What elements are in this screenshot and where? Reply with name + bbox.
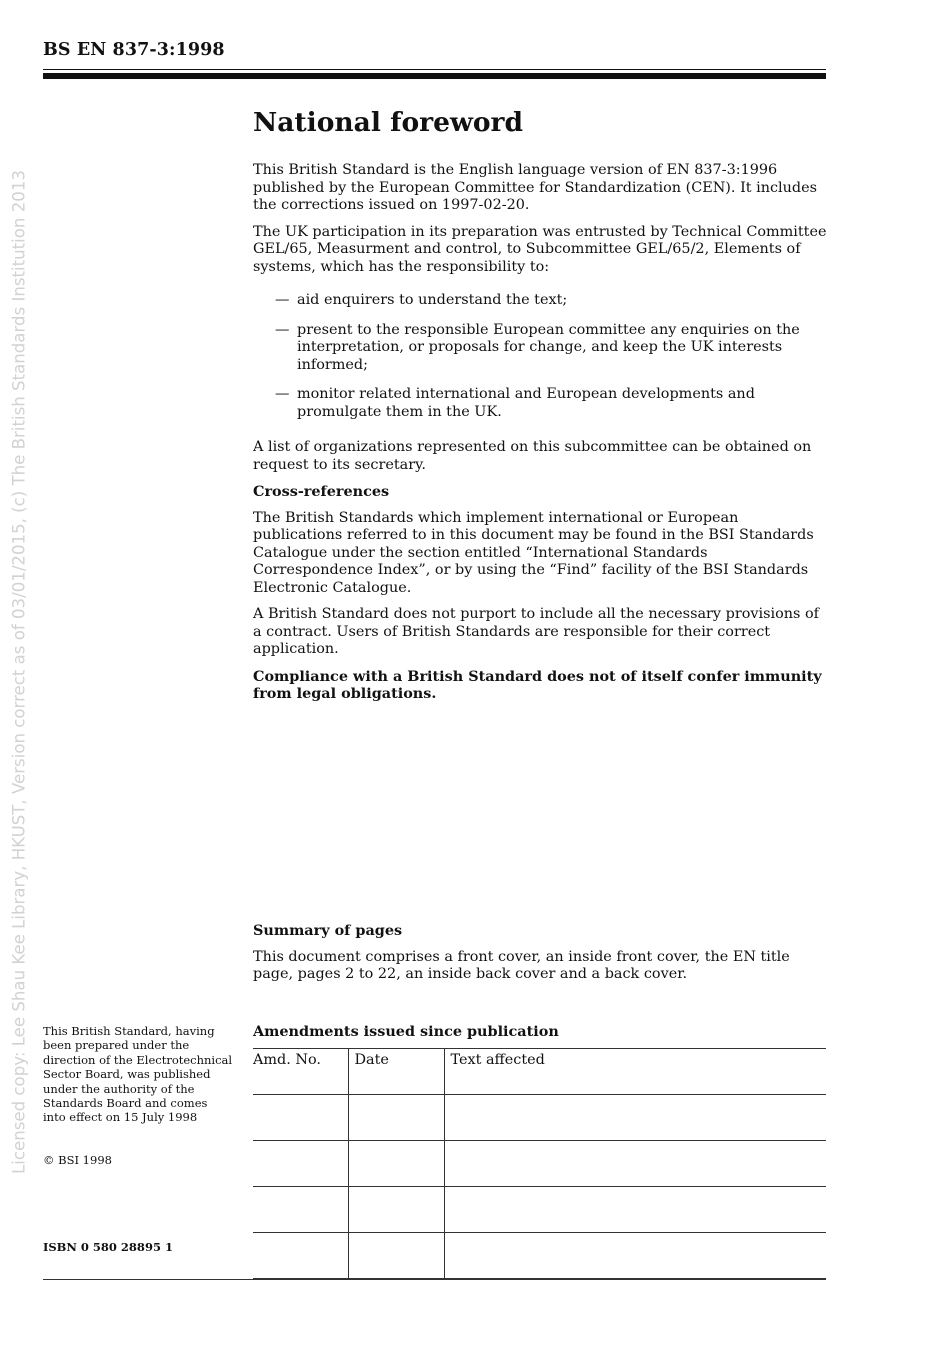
table-header-row <box>253 1049 826 1095</box>
amendments-table <box>253 1048 826 1279</box>
foreword-paragraph-5: A British Standard does not purport to include all the necessary provisions of a contract. Users of British Standards are responsible for their correct application. <box>253 606 819 657</box>
table-cell <box>444 1187 826 1233</box>
table-cell <box>444 1141 826 1187</box>
table-cell <box>253 1187 348 1233</box>
list-item <box>253 386 827 421</box>
cross-references-heading: Cross-references <box>253 483 390 500</box>
summary-heading: Summary of pages <box>253 922 403 939</box>
table-cell <box>253 1095 348 1141</box>
amendments-section <box>253 1023 826 1279</box>
table-cell <box>348 1187 444 1233</box>
list-item-text: monitor related international and European developments and promulgate them in the UK. <box>297 386 755 420</box>
header-rule-thin <box>43 69 826 70</box>
dash-bullet: — <box>275 292 290 308</box>
table-cell <box>444 1095 826 1141</box>
list-item-text: aid enquirers to understand the text; <box>297 292 568 308</box>
publication-note: This British Standard, having been prepared under the direction of the Electrotechnical Sector Board, was published under the authority of the Standards Board and comes into effect on 15 July 1998 <box>43 1024 233 1125</box>
header-rule-thick <box>43 73 826 79</box>
list-item <box>253 322 827 375</box>
table-cell <box>348 1141 444 1187</box>
license-watermark: Licensed copy: Lee Shau Kee Library, HKUST, Version correct as of 03/01/2015, (c) The British Standards Institution 2013 <box>9 170 29 1174</box>
copyright-notice: © BSI 1998 <box>43 1153 112 1167</box>
table-row <box>253 1233 826 1279</box>
footer-rule <box>43 1279 826 1280</box>
table-cell <box>253 1233 348 1279</box>
foreword-paragraph-1: This British Standard is the English language version of EN 837-3:1996 published by the European Committee for Standardization (CEN). It includes the corrections issued on 1997-02-20. <box>253 162 818 213</box>
foreword-paragraph-4: The British Standards which implement international or European publications referred to in this document may be found in the BSI Standards Catalogue under the section entitled “International Standards Correspondence Index”, or by using the “Find” facility of the BSI Standards Electronic Catalogue. <box>253 509 814 596</box>
table-row <box>253 1141 826 1187</box>
list-item-text: present to the responsible European committee any enquiries on the interpretation, or proposals for change, and keep the UK interests informed; <box>297 321 800 373</box>
dash-bullet: — <box>275 321 290 338</box>
column-header-date: Date <box>348 1049 444 1095</box>
table-row <box>253 1187 826 1233</box>
page-title: National foreword <box>253 107 523 138</box>
column-header-text-affected: Text affected <box>444 1049 826 1095</box>
amendments-heading: Amendments issued since publication <box>253 1023 559 1040</box>
table-cell <box>348 1095 444 1141</box>
table-cell <box>444 1233 826 1279</box>
summary-of-pages-section <box>253 922 827 993</box>
dash-bullet: — <box>275 386 290 402</box>
compliance-statement: Compliance with a British Standard does not of itself confer immunity from legal obligations. <box>253 667 822 702</box>
isbn-number: ISBN 0 580 28895 1 <box>43 1240 173 1254</box>
list-item <box>253 292 827 310</box>
table-cell <box>253 1141 348 1187</box>
column-header-amd-no: Amd. No. <box>253 1049 348 1095</box>
table-row <box>253 1095 826 1141</box>
foreword-paragraph-2: The UK participation in its preparation was entrusted by Technical Committee GEL/65, Measurment and control, to Subcommittee GEL/65/2, Elements of systems, which has the responsibility to: <box>253 223 827 275</box>
responsibility-list <box>253 292 827 421</box>
table-cell <box>348 1233 444 1279</box>
summary-text: This document comprises a front cover, an inside front cover, the EN title page, pages 2 to 22, an inside back cover and a back cover. <box>253 948 790 982</box>
national-foreword-section <box>253 104 827 712</box>
document-code: BS EN 837-3:1998 <box>43 40 225 60</box>
foreword-paragraph-3: A list of organizations represented on this subcommittee can be obtained on request to its secretary. <box>253 439 812 473</box>
